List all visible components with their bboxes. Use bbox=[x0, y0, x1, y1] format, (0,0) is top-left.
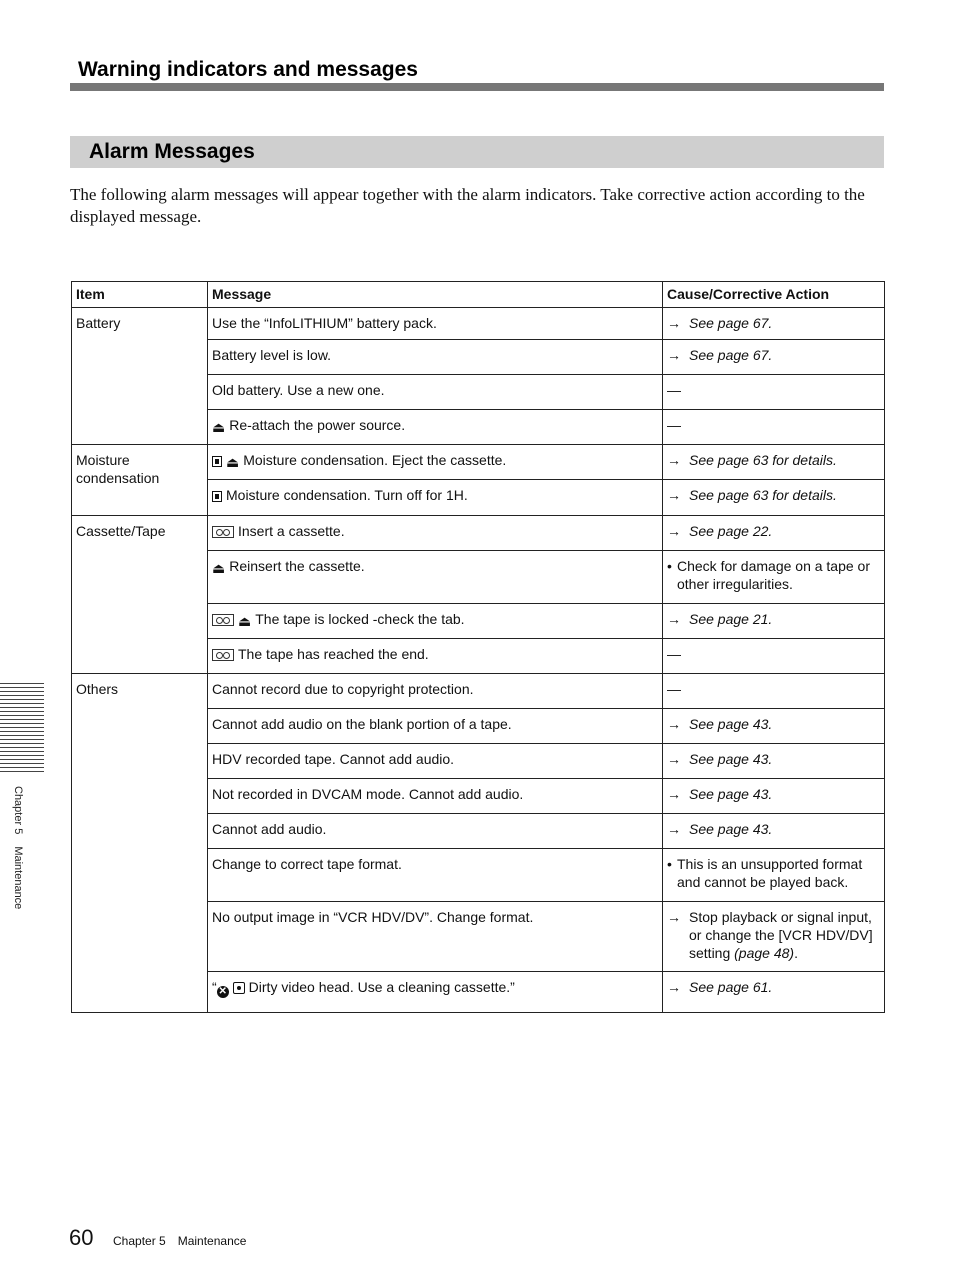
message-cell bbox=[208, 308, 663, 340]
page-reference: See page 43. bbox=[689, 786, 773, 802]
message-cell bbox=[208, 445, 663, 480]
message-text: HDV recorded tape. Cannot add audio. bbox=[212, 751, 455, 767]
footer-chapter-title: Maintenance bbox=[177, 1234, 247, 1248]
action-cell bbox=[663, 639, 885, 674]
message-cell bbox=[208, 902, 663, 972]
eject-icon: ⏏ bbox=[238, 613, 252, 629]
cassette-icon bbox=[212, 526, 234, 538]
message-cell bbox=[208, 410, 663, 445]
message-text: Not recorded in DVCAM mode. Cannot add audio. bbox=[212, 786, 524, 802]
message-text: Cannot record due to copyright protection. bbox=[212, 681, 474, 697]
action-cell bbox=[663, 410, 885, 445]
message-cell bbox=[208, 516, 663, 551]
table-row bbox=[72, 308, 885, 340]
action-main: Stop playback or signal input, or change the [VCR HDV/DV] setting bbox=[689, 909, 873, 961]
message-text: Use the “InfoLITHIUM” battery pack. bbox=[212, 315, 437, 331]
page-reference: See page 43. bbox=[689, 751, 773, 767]
message-text: Cannot add audio. bbox=[212, 821, 327, 837]
message-prefix: “ bbox=[212, 979, 217, 995]
action-cell bbox=[663, 551, 885, 604]
message-cell bbox=[208, 814, 663, 849]
section-rule bbox=[70, 83, 884, 91]
cassette-icon bbox=[212, 614, 234, 626]
eject-icon: ⏏ bbox=[226, 454, 240, 470]
alarm-table bbox=[71, 281, 885, 1013]
action-cell bbox=[663, 849, 885, 902]
action-dash: — bbox=[667, 382, 681, 398]
action-text bbox=[689, 908, 880, 962]
arrow-right-icon: → bbox=[667, 716, 681, 732]
action-cell bbox=[663, 445, 885, 480]
item-cell: Cassette/Tape bbox=[72, 516, 208, 674]
arrow-right-icon: → bbox=[667, 347, 681, 363]
side-title: Maintenance bbox=[12, 846, 24, 910]
moisture-icon bbox=[212, 456, 222, 467]
page-reference: See page 43. bbox=[689, 716, 773, 732]
message-text: The tape is locked -check the tab. bbox=[255, 611, 465, 627]
arrow-right-icon: → bbox=[667, 452, 681, 468]
chapter-side-tab bbox=[0, 683, 44, 775]
page-reference: See page 67. bbox=[689, 347, 773, 363]
section-title: Warning indicators and messages bbox=[78, 58, 418, 81]
header-action: Cause/Corrective Action bbox=[663, 282, 885, 308]
bullet-icon: • bbox=[667, 558, 672, 574]
message-cell bbox=[208, 480, 663, 516]
table-row bbox=[72, 445, 885, 480]
arrow-right-icon: → bbox=[667, 979, 681, 995]
message-text: No output image in “VCR HDV/DV”. Change format. bbox=[212, 909, 534, 925]
message-text: The tape has reached the end. bbox=[238, 646, 429, 662]
page-number: 60 bbox=[69, 1225, 94, 1250]
page-reference: See page 63 for details. bbox=[689, 452, 837, 468]
item-cell: Moisture condensation bbox=[72, 445, 208, 516]
action-cell bbox=[663, 972, 885, 1013]
table-row bbox=[72, 674, 885, 709]
arrow-right-icon: → bbox=[667, 786, 681, 802]
subsection-band bbox=[70, 136, 884, 168]
action-cell bbox=[663, 779, 885, 814]
action-cell bbox=[663, 814, 885, 849]
arrow-right-icon: → bbox=[667, 751, 681, 767]
action-cell bbox=[663, 308, 885, 340]
intro-paragraph: The following alarm messages will appear together with the alarm indicators. Take corrective action according to the displayed message. bbox=[70, 185, 865, 226]
action-cell bbox=[663, 340, 885, 375]
message-cell bbox=[208, 375, 663, 410]
message-text: Moisture condensation. Eject the cassette. bbox=[243, 452, 507, 468]
cassette-icon bbox=[212, 649, 234, 661]
action-text: Check for damage on a tape or other irregularities. bbox=[677, 558, 871, 592]
eject-icon: ⏏ bbox=[212, 560, 226, 576]
page-reference: (page 48) bbox=[734, 945, 795, 961]
message-cell bbox=[208, 604, 663, 639]
action-cell bbox=[663, 480, 885, 516]
message-cell bbox=[208, 674, 663, 709]
message-text: Reinsert the cassette. bbox=[229, 558, 365, 574]
action-cell bbox=[663, 375, 885, 410]
page-reference: See page 67. bbox=[689, 315, 773, 331]
message-cell bbox=[208, 340, 663, 375]
section-header bbox=[70, 56, 884, 91]
side-chapter-label bbox=[12, 786, 24, 921]
action-cell bbox=[663, 604, 885, 639]
message-text: Battery level is low. bbox=[212, 347, 332, 363]
footer-chapter bbox=[113, 1234, 258, 1248]
message-cell bbox=[208, 744, 663, 779]
action-cell bbox=[663, 674, 885, 709]
action-text: This is an unsupported format and cannot be played back. bbox=[677, 856, 863, 890]
arrow-right-icon: → bbox=[667, 315, 681, 331]
page-reference: See page 21. bbox=[689, 611, 773, 627]
message-cell bbox=[208, 639, 663, 674]
arrow-right-icon: → bbox=[667, 523, 681, 539]
arrow-right-icon: → bbox=[667, 611, 681, 627]
bullet-icon: • bbox=[667, 856, 672, 872]
message-text: Insert a cassette. bbox=[238, 523, 345, 539]
message-text: Change to correct tape format. bbox=[212, 856, 402, 872]
page-reference: See page 43. bbox=[689, 821, 773, 837]
item-cell: Others bbox=[72, 674, 208, 1013]
message-cell bbox=[208, 551, 663, 604]
page-reference: See page 63 for details. bbox=[689, 487, 837, 503]
message-text: Old battery. Use a new one. bbox=[212, 382, 385, 398]
video-head-icon bbox=[233, 982, 245, 994]
action-cell bbox=[663, 744, 885, 779]
action-cell bbox=[663, 709, 885, 744]
eject-icon: ⏏ bbox=[212, 419, 226, 435]
arrow-right-icon: → bbox=[667, 909, 681, 925]
message-cell bbox=[208, 972, 663, 1013]
action-dash: — bbox=[667, 681, 681, 697]
message-text: Cannot add audio on the blank portion of a tape. bbox=[212, 716, 512, 732]
arrow-right-icon: → bbox=[667, 487, 681, 503]
arrow-right-icon: → bbox=[667, 821, 681, 837]
footer-chapter-number: Chapter 5 bbox=[113, 1234, 166, 1248]
message-cell bbox=[208, 709, 663, 744]
message-text: Re-attach the power source. bbox=[229, 417, 406, 433]
action-cell bbox=[663, 516, 885, 551]
message-text: Dirty video head. Use a cleaning cassette.” bbox=[248, 979, 515, 995]
table-row bbox=[72, 516, 885, 551]
action-dash: — bbox=[667, 646, 681, 662]
page-reference: See page 61. bbox=[689, 979, 773, 995]
subsection-title: Alarm Messages bbox=[89, 140, 255, 163]
warning-x-icon: ✕ bbox=[218, 986, 227, 997]
page-reference: See page 22. bbox=[689, 523, 773, 539]
action-tail: . bbox=[794, 945, 798, 961]
alarm-table-body bbox=[72, 308, 885, 1013]
message-cell bbox=[208, 849, 663, 902]
item-cell: Battery bbox=[72, 308, 208, 445]
side-chapter: Chapter 5 bbox=[12, 786, 24, 835]
header-message: Message bbox=[208, 282, 663, 308]
message-text: Moisture condensation. Turn off for 1H. bbox=[226, 487, 468, 503]
message-cell bbox=[208, 779, 663, 814]
header-item: Item bbox=[72, 282, 208, 308]
table-header-row bbox=[72, 282, 885, 308]
moisture-icon bbox=[212, 491, 222, 502]
action-dash: — bbox=[667, 417, 681, 433]
action-cell bbox=[663, 902, 885, 972]
